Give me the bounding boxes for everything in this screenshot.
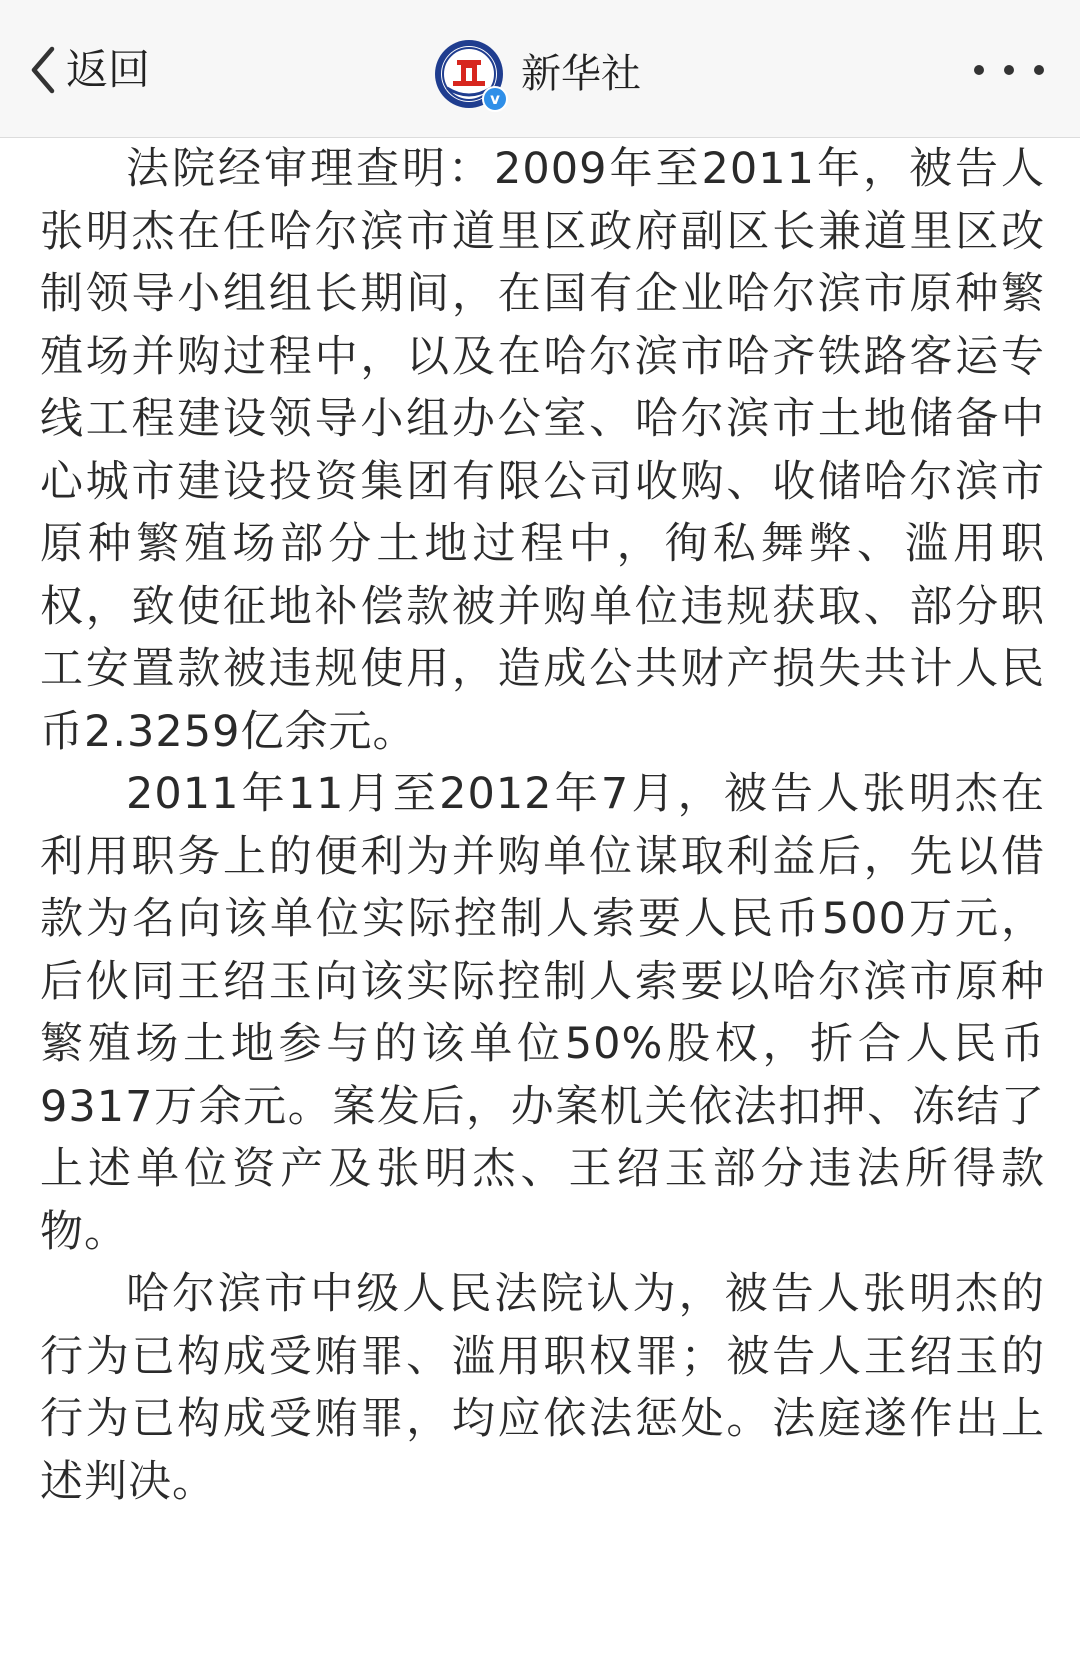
more-dot xyxy=(974,65,984,75)
more-dot xyxy=(1004,65,1014,75)
account-name: 新华社 xyxy=(521,51,641,97)
verified-badge-icon: v xyxy=(482,86,508,112)
article-paragraph: 2011年11月至2012年7月，被告人张明杰在利用职务上的便利为并购单位谋取利益后，先以借款为名向该单位实际控制人索要人民币500万元，后伙同王绍玉向该实际控制人索要以哈尔滨市原种繁殖场土地参与的该单位50%股权，折合人民币9317万余元。案发后，办案机关依法扣押、冻结了上述单位资产及张明杰、王绍玉部分违法所得款物。 xyxy=(40,769,1045,1257)
more-dot xyxy=(1034,65,1044,75)
back-button[interactable] xyxy=(30,42,150,98)
more-options-button[interactable] xyxy=(974,60,1044,80)
avatar[interactable] xyxy=(433,38,505,110)
chevron-left-icon xyxy=(30,46,56,94)
back-label: 返回 xyxy=(66,45,151,94)
article-paragraph: 哈尔滨市中级人民法院认为，被告人张明杰的行为已构成受贿罪、滥用职权罪；被告人王绍玉的行为已构成受贿罪，均应依法惩处。法庭遂作出上述判决。 xyxy=(40,1269,1045,1507)
account-header[interactable] xyxy=(433,38,641,110)
top-navigation-bar xyxy=(0,0,1080,138)
article-body xyxy=(40,138,1045,1513)
article-paragraph: 法院经审理查明：2009年至2011年，被告人张明杰在任哈尔滨市道里区政府副区长兼道里区改制领导小组组长期间，在国有企业哈尔滨市原种繁殖场并购过程中，以及在哈尔滨市哈齐铁路客运专线工程建设领导小组办公室、哈尔滨市土地储备中心城市建设投资集团有限公司收购、收储哈尔滨市原种繁殖场部分土地过程中，徇私舞弊、滥用职权，致使征地补偿款被并购单位违规获取、部分职工安置款被违规使用，造成公共财产损失共计人民币2.3259亿余元。 xyxy=(40,144,1045,757)
